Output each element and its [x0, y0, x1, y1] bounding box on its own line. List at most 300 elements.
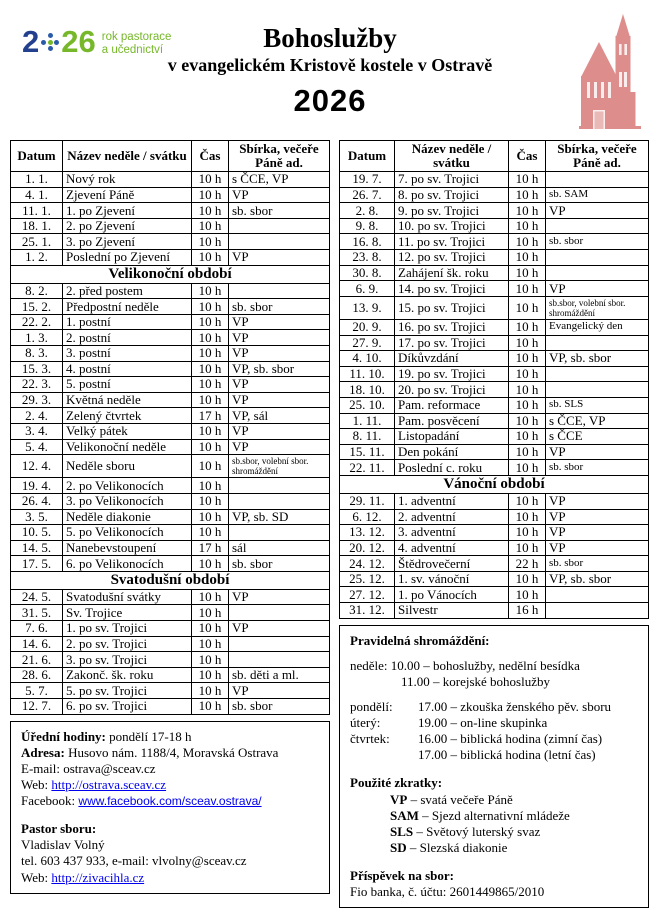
weekday-schedule-line — [350, 715, 638, 731]
date-cell: 14. 6. — [11, 636, 63, 652]
name-cell: Zahájení šk. roku — [395, 265, 509, 281]
weekday-time: 19.00 – on-line skupinka — [418, 715, 548, 731]
collection-cell: VP — [546, 525, 649, 541]
abbreviation-meaning: – svatá večeře Páně — [407, 791, 513, 807]
date-cell: 17. 5. — [11, 556, 63, 572]
name-cell: 10. po sv. Trojici — [395, 218, 509, 234]
header-nazev: Název neděle / svátku — [63, 141, 192, 172]
table-row — [11, 377, 330, 393]
date-cell: 22. 11. — [340, 460, 395, 476]
time-cell: 10 h — [192, 455, 229, 478]
abbreviation-line — [350, 808, 638, 824]
address-value: Husovo nám. 1188/4, Moravská Ostrava — [68, 744, 279, 760]
address-label: Adresa: — [21, 744, 65, 760]
collection-cell: VP, sál — [229, 408, 330, 424]
name-cell: 14. po sv. Trojici — [395, 281, 509, 297]
abbr-title: Použité zkratky: — [350, 775, 443, 791]
table-row — [340, 296, 649, 319]
collection-cell: sb. sbor — [546, 234, 649, 250]
time-cell: 10 h — [509, 351, 546, 367]
name-cell: 1. po sv. Trojici — [63, 621, 192, 637]
date-cell: 3. 5. — [11, 509, 63, 525]
table-row — [340, 335, 649, 351]
left-column — [10, 140, 330, 894]
date-cell: 24. 5. — [11, 589, 63, 605]
table-row — [11, 392, 330, 408]
office-hours-value: pondělí 17-18 h — [109, 728, 192, 744]
table-row — [340, 281, 649, 297]
table-row — [11, 493, 330, 509]
collection-cell — [229, 605, 330, 621]
collection-cell: sb. sbor — [229, 299, 330, 315]
pastor-web-line — [21, 870, 319, 886]
header-cas: Čas — [509, 141, 546, 172]
date-cell: 29. 11. — [340, 493, 395, 509]
time-cell: 10 h — [192, 667, 229, 683]
table-row — [11, 234, 330, 250]
time-cell: 10 h — [509, 397, 546, 413]
date-cell: 11. 1. — [11, 203, 63, 219]
header-sbirka: Sbírka, večeře Páně ad. — [546, 141, 649, 172]
season-title: Vánoční období — [340, 475, 649, 493]
table-row — [11, 699, 330, 715]
collection-cell — [546, 603, 649, 619]
collection-cell: sb. sbor — [229, 556, 330, 572]
date-cell: 19. 7. — [340, 172, 395, 188]
name-cell: Štědrovečerní — [395, 556, 509, 572]
date-cell: 27. 12. — [340, 587, 395, 603]
collection-cell: VP — [546, 493, 649, 509]
weekday-schedule-line — [350, 747, 638, 763]
time-cell: 10 h — [192, 299, 229, 315]
date-cell: 30. 8. — [340, 265, 395, 281]
date-cell: 1. 1. — [11, 172, 63, 188]
season-section-row — [11, 571, 330, 589]
page-title: Bohoslužby — [263, 23, 397, 53]
table-row — [340, 556, 649, 572]
name-cell: Poslední c. roku — [395, 460, 509, 476]
time-cell: 10 h — [509, 429, 546, 445]
header-datum: Datum — [11, 141, 63, 172]
name-cell: Den pokání — [395, 444, 509, 460]
date-cell: 19. 4. — [11, 478, 63, 494]
table-row — [340, 540, 649, 556]
date-cell: 9. 8. — [340, 218, 395, 234]
name-cell: Pam. reformace — [395, 397, 509, 413]
name-cell: 2. po Zjevení — [63, 218, 192, 234]
table-row — [11, 218, 330, 234]
date-cell: 25. 10. — [340, 397, 395, 413]
time-cell: 10 h — [192, 187, 229, 203]
table-row — [11, 525, 330, 541]
date-cell: 14. 5. — [11, 540, 63, 556]
time-cell: 10 h — [509, 281, 546, 297]
abbreviation-line — [350, 824, 638, 840]
name-cell: 3. adventní — [395, 525, 509, 541]
date-cell: 15. 2. — [11, 299, 63, 315]
table-header-row — [340, 141, 649, 172]
name-cell: 11. po sv. Trojici — [395, 234, 509, 250]
time-cell: 10 h — [509, 540, 546, 556]
collection-cell: sb. sbor — [546, 556, 649, 572]
table-row — [340, 172, 649, 188]
time-cell: 10 h — [192, 439, 229, 455]
table-row — [340, 571, 649, 587]
name-cell: 1. adventní — [395, 493, 509, 509]
name-cell: Pam. posvěcení — [395, 413, 509, 429]
name-cell: 1. sv. vánoční — [395, 571, 509, 587]
date-cell: 1. 11. — [340, 413, 395, 429]
collection-cell: VP — [229, 392, 330, 408]
time-cell: 10 h — [509, 413, 546, 429]
table-row — [11, 172, 330, 188]
abbreviation: SLS — [390, 823, 414, 839]
table-row — [340, 587, 649, 603]
date-cell: 13. 9. — [340, 296, 395, 319]
name-cell: Neděle sboru — [63, 455, 192, 478]
time-cell: 10 h — [192, 203, 229, 219]
name-cell: 2. postní — [63, 330, 192, 346]
weekday-label — [350, 747, 418, 763]
name-cell: 5. po Velikonocích — [63, 525, 192, 541]
email-line — [21, 761, 319, 777]
date-cell: 18. 1. — [11, 218, 63, 234]
date-cell: 26. 7. — [340, 187, 395, 203]
table-row — [340, 366, 649, 382]
spacer — [350, 690, 638, 699]
collection-cell: Evangelický den — [546, 319, 649, 335]
collection-cell — [546, 250, 649, 266]
logo-tagline-line2: a učednictví — [101, 43, 164, 56]
collection-cell: VP — [546, 203, 649, 219]
date-cell: 24. 12. — [340, 556, 395, 572]
table-row — [340, 187, 649, 203]
abbreviation-line — [350, 840, 638, 856]
abbreviations-list — [350, 792, 638, 856]
time-cell: 10 h — [192, 556, 229, 572]
collection-cell: sb. sbor — [229, 203, 330, 219]
collection-cell: sb.sbor, volební sbor. shromáždění — [229, 455, 330, 478]
collection-cell — [229, 652, 330, 668]
logo-tagline-line1: rok pastorace — [101, 31, 172, 43]
pastor-web-link[interactable]: http://zivacihla.cz — [51, 869, 145, 885]
name-cell: 9. po sv. Trojici — [395, 203, 509, 219]
date-cell: 26. 4. — [11, 493, 63, 509]
time-cell: 10 h — [509, 234, 546, 250]
collection-cell — [229, 283, 330, 299]
facebook-link[interactable]: www.facebook.com/sceav.ostrava/ — [78, 794, 262, 809]
web-label: Web: — [21, 776, 49, 792]
date-cell: 1. 2. — [11, 250, 63, 266]
name-cell: Díkůvzdání — [395, 351, 509, 367]
date-cell: 15. 3. — [11, 361, 63, 377]
time-cell: 10 h — [192, 330, 229, 346]
header-nazev: Název neděle / svátku — [395, 141, 509, 172]
date-cell: 20. 9. — [340, 319, 395, 335]
collection-cell: VP, sb. sbor — [546, 351, 649, 367]
date-cell: 15. 11. — [340, 444, 395, 460]
title-block — [30, 24, 630, 119]
table-row — [340, 413, 649, 429]
name-cell: Velký pátek — [63, 423, 192, 439]
table-row — [11, 330, 330, 346]
table-row — [11, 203, 330, 219]
time-cell: 10 h — [192, 172, 229, 188]
table-row — [340, 250, 649, 266]
date-cell: 4. 1. — [11, 187, 63, 203]
collection-cell — [229, 525, 330, 541]
season-section-row — [340, 475, 649, 493]
spacer — [350, 649, 638, 658]
time-cell: 10 h — [509, 319, 546, 335]
time-cell: 10 h — [509, 172, 546, 188]
name-cell: Předpostní neděle — [63, 299, 192, 315]
office-contact-box — [10, 721, 330, 894]
services-table-second-half — [339, 140, 649, 619]
collection-cell: s ČCE, VP — [229, 172, 330, 188]
time-cell: 10 h — [192, 509, 229, 525]
table-row — [340, 525, 649, 541]
name-cell: 3. po Zjevení — [63, 234, 192, 250]
collection-cell — [546, 218, 649, 234]
table-row — [11, 361, 330, 377]
date-cell: 7. 6. — [11, 621, 63, 637]
table-row — [11, 540, 330, 556]
time-cell: 10 h — [192, 361, 229, 377]
table-row — [11, 605, 330, 621]
page-year: 2026 — [293, 83, 367, 119]
meetings-title: Pravidelná shromáždění: — [350, 632, 490, 648]
collection-cell — [546, 265, 649, 281]
date-cell: 31. 12. — [340, 603, 395, 619]
name-cell: Silvestr — [395, 603, 509, 619]
name-cell: 1. po Vánocích — [395, 587, 509, 603]
collection-cell — [229, 234, 330, 250]
date-cell: 13. 12. — [340, 525, 395, 541]
name-cell: 16. po sv. Trojici — [395, 319, 509, 335]
table-row — [340, 265, 649, 281]
time-cell: 16 h — [509, 603, 546, 619]
name-cell: Zakonč. šk. roku — [63, 667, 192, 683]
collection-cell — [229, 636, 330, 652]
table-row — [11, 478, 330, 494]
time-cell: 10 h — [192, 525, 229, 541]
season-title: Svatodušní období — [11, 571, 330, 589]
time-cell: 10 h — [509, 265, 546, 281]
date-cell: 16. 8. — [340, 234, 395, 250]
name-cell: Listopadání — [395, 429, 509, 445]
name-cell: 1. postní — [63, 314, 192, 330]
weekday-time: 17.00 – zkouška ženského pěv. sboru — [418, 698, 612, 714]
date-cell: 20. 12. — [340, 540, 395, 556]
name-cell: 5. postní — [63, 377, 192, 393]
time-cell: 10 h — [192, 493, 229, 509]
date-cell: 8. 11. — [340, 429, 395, 445]
collection-cell — [546, 366, 649, 382]
name-cell: Květná neděle — [63, 392, 192, 408]
sunday-line-1 — [350, 658, 638, 674]
collection-cell: VP — [229, 589, 330, 605]
time-cell: 10 h — [192, 250, 229, 266]
collection-cell — [546, 382, 649, 398]
name-cell: 3. po sv. Trojici — [63, 652, 192, 668]
weekday-time: 16.00 – biblická hodina (zimní čas) — [418, 731, 603, 747]
collection-cell: sb. sbor — [229, 699, 330, 715]
collection-cell: VP — [546, 444, 649, 460]
date-cell: 2. 4. — [11, 408, 63, 424]
time-cell: 10 h — [509, 203, 546, 219]
time-cell: 17 h — [192, 540, 229, 556]
time-cell: 10 h — [509, 382, 546, 398]
table-row — [11, 408, 330, 424]
table-row — [11, 683, 330, 699]
collection-cell: VP — [546, 540, 649, 556]
table-row — [340, 218, 649, 234]
name-cell: Poslední po Zjevení — [63, 250, 192, 266]
table-row — [340, 382, 649, 398]
date-cell: 8. 3. — [11, 346, 63, 362]
table-row — [11, 589, 330, 605]
date-cell: 29. 3. — [11, 392, 63, 408]
collection-cell: sb.sbor, volební sbor. shromáždění — [546, 296, 649, 319]
logo-digit-2: 2 — [22, 24, 40, 59]
collection-cell: VP, sb. sbor — [229, 361, 330, 377]
table-row — [11, 299, 330, 315]
date-cell: 11. 10. — [340, 366, 395, 382]
table-row — [340, 351, 649, 367]
facebook-label: Facebook: — [21, 793, 76, 809]
weekday-schedule-line — [350, 699, 638, 715]
table-row — [11, 250, 330, 266]
collection-cell: VP — [229, 377, 330, 393]
web-link[interactable]: http://ostrava.sceav.cz — [51, 776, 167, 792]
date-cell: 25. 12. — [340, 571, 395, 587]
abbreviation-meaning: – Slezská diakonie — [406, 839, 508, 855]
name-cell: Zelený čtvrtek — [63, 408, 192, 424]
header-datum: Datum — [340, 141, 395, 172]
collection-cell: VP — [546, 509, 649, 525]
table-row — [340, 509, 649, 525]
pastor-title-line — [21, 821, 319, 837]
pastor-web-label: Web: — [21, 869, 49, 885]
date-cell: 4. 10. — [340, 351, 395, 367]
collection-cell: VP — [229, 250, 330, 266]
weekday-label: pondělí: — [350, 698, 393, 714]
pastor-name-line — [21, 837, 319, 853]
table-row — [11, 314, 330, 330]
time-cell: 10 h — [192, 478, 229, 494]
date-cell: 27. 9. — [340, 335, 395, 351]
name-cell: 19. po sv. Trojici — [395, 366, 509, 382]
date-cell: 25. 1. — [11, 234, 63, 250]
name-cell: 6. po sv. Trojici — [63, 699, 192, 715]
collection-cell: VP — [229, 314, 330, 330]
table-row — [11, 509, 330, 525]
weekday-time: 17.00 – biblická hodina (letní čas) — [418, 747, 596, 763]
spacer — [350, 856, 638, 868]
date-cell: 28. 6. — [11, 667, 63, 683]
collection-cell — [229, 493, 330, 509]
name-cell: Neděle diakonie — [63, 509, 192, 525]
collection-cell: s ČCE — [546, 429, 649, 445]
contribution-text: Fio banka, č. účtu: 2601449865/2010 — [350, 884, 545, 900]
table-row — [340, 444, 649, 460]
collection-cell: sál — [229, 540, 330, 556]
time-cell: 10 h — [192, 699, 229, 715]
table-row — [340, 603, 649, 619]
name-cell: Svatodušní svátky — [63, 589, 192, 605]
date-cell: 18. 10. — [340, 382, 395, 398]
collection-cell: sb. SLS — [546, 397, 649, 413]
sunday-label: neděle: — [350, 657, 388, 673]
table-row — [11, 439, 330, 455]
collection-cell: VP, sb. SD — [229, 509, 330, 525]
collection-cell: sb. děti a ml. — [229, 667, 330, 683]
time-cell: 10 h — [509, 571, 546, 587]
abbreviation-meaning: – Světový luterský svaz — [413, 823, 541, 839]
name-cell: 8. po sv. Trojici — [395, 187, 509, 203]
sunday-line-2 — [350, 674, 638, 690]
table-row — [340, 397, 649, 413]
collection-cell: VP — [229, 683, 330, 699]
sunday-time-1: 10.00 – bohoslužby, nedělní besídka — [390, 657, 580, 673]
collection-cell: sb. sbor — [546, 460, 649, 476]
name-cell: 2. adventní — [395, 509, 509, 525]
contribution-title: Příspěvek na sbor: — [350, 867, 454, 883]
name-cell: 17. po sv. Trojici — [395, 335, 509, 351]
season-section-row — [11, 265, 330, 283]
page-header — [0, 0, 654, 140]
collection-cell: VP — [229, 439, 330, 455]
date-cell: 2. 8. — [340, 203, 395, 219]
time-cell: 10 h — [192, 377, 229, 393]
pastor-tel: tel. 603 437 933, e-mail: vlvolny@sceav.cz — [21, 853, 247, 869]
collection-cell: VP, sb. sbor — [546, 571, 649, 587]
table-row — [340, 460, 649, 476]
email-label: E-mail: — [21, 760, 60, 776]
content-columns — [0, 140, 654, 908]
time-cell: 10 h — [192, 605, 229, 621]
time-cell: 10 h — [509, 335, 546, 351]
header-sbirka: Sbírka, večeře Páně ad. — [229, 141, 330, 172]
table-row — [11, 636, 330, 652]
name-cell: Nový rok — [63, 172, 192, 188]
table-row — [340, 493, 649, 509]
date-cell: 6. 9. — [340, 281, 395, 297]
abbreviation-line — [350, 792, 638, 808]
name-cell: 3. postní — [63, 346, 192, 362]
name-cell: 1. po Zjevení — [63, 203, 192, 219]
name-cell: 4. adventní — [395, 540, 509, 556]
office-hours-line — [21, 729, 319, 745]
time-cell: 10 h — [509, 250, 546, 266]
time-cell: 10 h — [509, 587, 546, 603]
church-icon — [578, 14, 646, 136]
time-cell: 10 h — [509, 296, 546, 319]
name-cell: 4. postní — [63, 361, 192, 377]
name-cell: 15. po sv. Trojici — [395, 296, 509, 319]
collection-cell — [546, 172, 649, 188]
time-cell: 10 h — [192, 218, 229, 234]
email-value: ostrava@sceav.cz — [63, 760, 156, 776]
date-cell: 23. 8. — [340, 250, 395, 266]
abbreviation: SAM — [390, 807, 419, 823]
weekday-label: čtvrtek: — [350, 731, 390, 747]
time-cell: 10 h — [192, 423, 229, 439]
header-cas: Čas — [192, 141, 229, 172]
table-row — [340, 234, 649, 250]
abbreviation: SD — [390, 839, 407, 855]
